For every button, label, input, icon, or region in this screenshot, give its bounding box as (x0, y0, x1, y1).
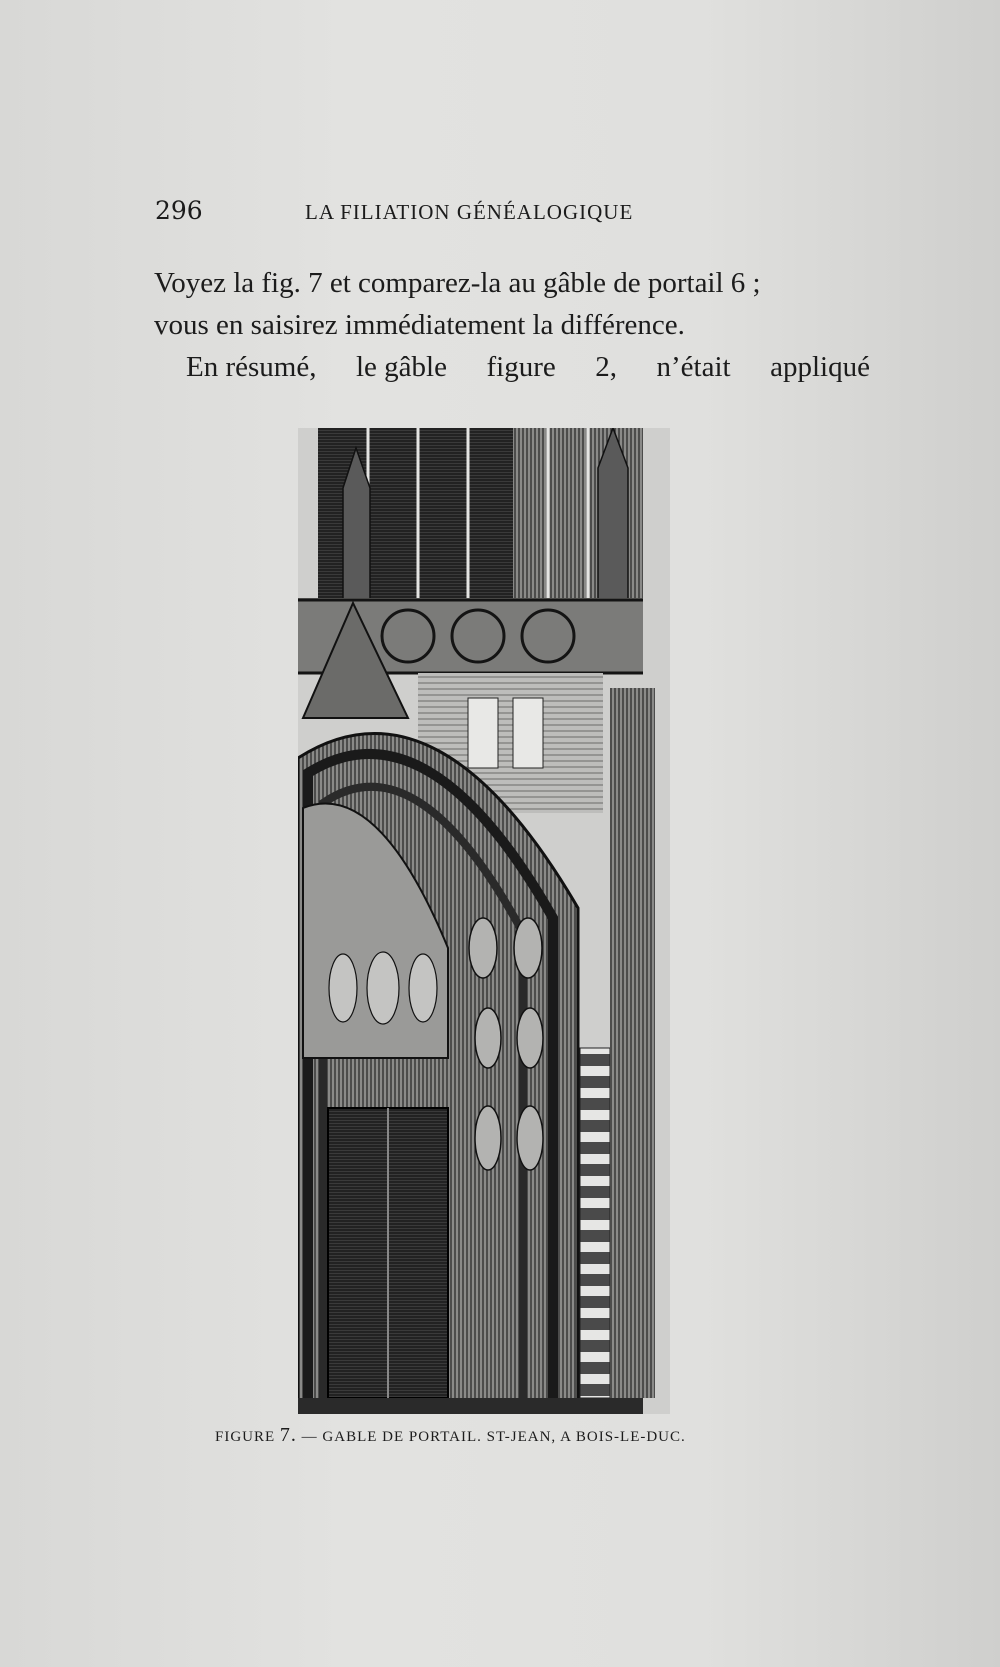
body-text (154, 262, 870, 388)
word: n’était (656, 351, 731, 383)
page-number: 296 (155, 196, 203, 225)
caption-label: FIGURE (215, 1429, 276, 1445)
text-line-3 (154, 346, 870, 388)
caption-number: 7. (279, 1424, 297, 1446)
text-line-2: vous en saisirez immédiatement la différence. (154, 309, 685, 341)
figure-caption (215, 1424, 735, 1447)
portal-engraving-illustration (298, 428, 670, 1414)
word: figure (486, 351, 556, 383)
engraving-figure (298, 428, 670, 1414)
text-line-1: Voyez la fig. 7 et comparez-la au gâble de portail 6 ; (154, 267, 761, 299)
running-title: LA FILIATION GÉNÉALOGIQUE (305, 200, 634, 224)
caption-text: — GABLE DE PORTAIL. ST-JEAN, A BOIS-LE-DUC. (301, 1429, 686, 1445)
word: appliqué (770, 351, 870, 383)
word: En résumé, (186, 351, 317, 383)
running-head (155, 196, 715, 230)
word: 2, (595, 351, 617, 383)
word: le gâble (355, 351, 447, 383)
